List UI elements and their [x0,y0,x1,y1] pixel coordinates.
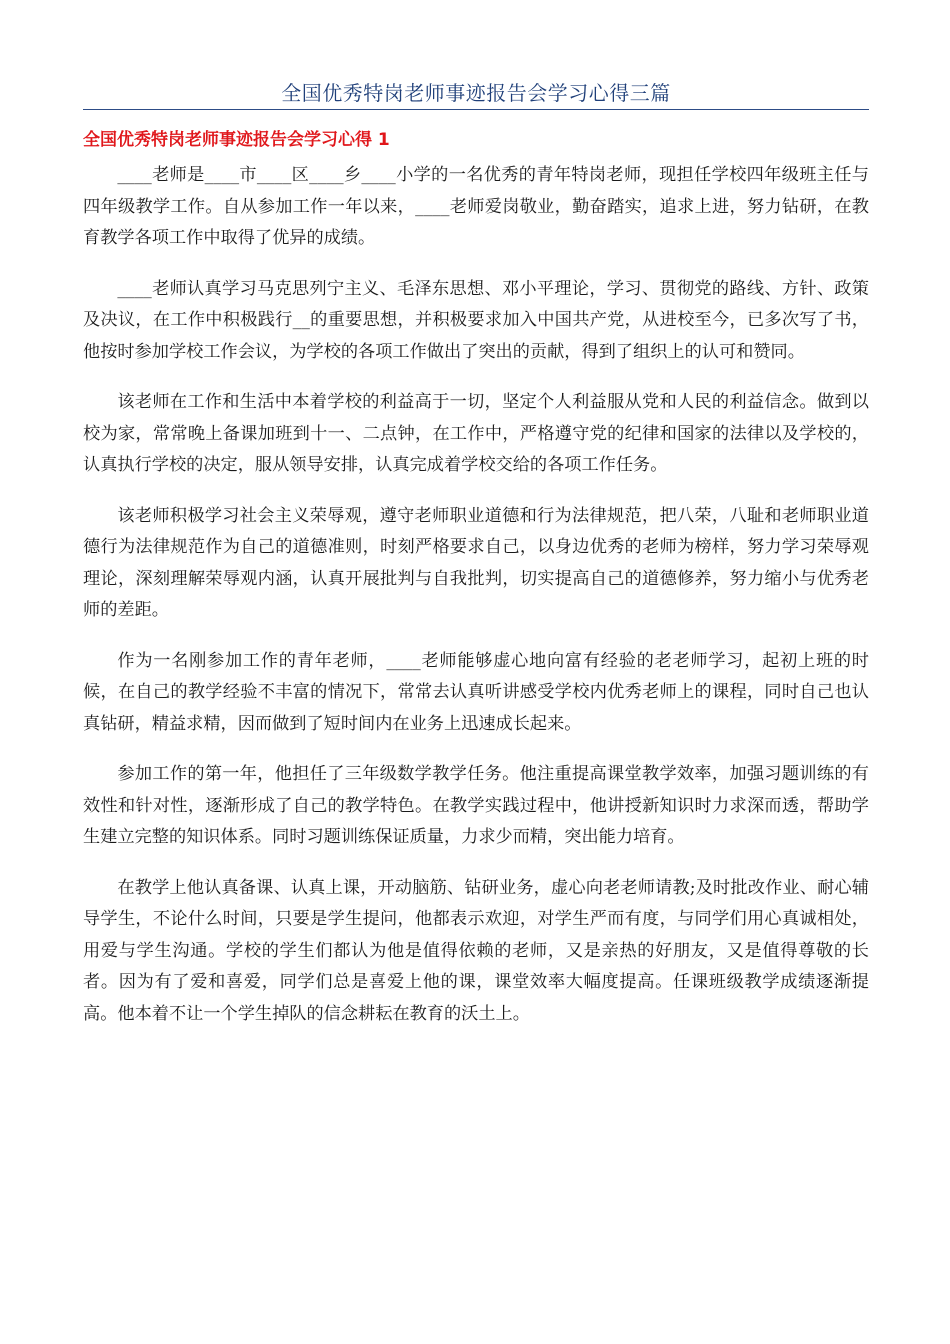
paragraph-3: 该老师在工作和生活中本着学校的利益高于一切，坚定个人利益服从党和人民的利益信念。做到以校为家，常常晚上备课加班到十一、二点钟，在工作中，严格遵守党的纪律和国家的法律以及学校的，认真执行学校的决定，服从领导安排，认真完成着学校交给的各项工作任务。 [83,392,869,475]
paragraph-4: 该老师积极学习社会主义荣辱观，遵守老师职业道德和行为法律规范，把八荣，八耻和老师职业道德行为法律规范作为自己的道德准则，时刻严格要求自己，以身边优秀的老师为榜样，努力学习荣辱观理论，深刻理解荣辱观内涵，认真开展批判与自我批判，切实提高自己的道德修养，努力缩小与优秀老师的差距。 [83,505,869,620]
document-page [83,78,869,1030]
paragraph-7: 在教学上他认真备课、认真上课，开动脑筋、钻研业务，虚心向老老师请教;及时批改作业、耐心辅导学生，不论什么时间，只要是学生提问，他都表示欢迎，对学生严而有度，与同学们用心真诚相处，用爱与学生沟通。学校的学生们都认为他是值得依赖的老师，又是亲热的好朋友，又是值得尊敬的长者。因为有了爱和喜爱，同学们总是喜爱上他的课，课堂效率大幅度提高。任课班级教学成绩逐渐提高。他本着不让一个学生掉队的信念耕耘在教育的沃土上。 [83,877,869,1024]
paragraph-6: 参加工作的第一年，他担任了三年级数学教学任务。他注重提高课堂教学效率，加强习题训练的有效性和针对性，逐渐形成了自己的教学特色。在教学实践过程中，他讲授新知识时力求深而透，帮助学生建立完整的知识体系。同时习题训练保证质量，力求少而精，突出能力培育。 [83,764,869,847]
header-divider [83,109,869,110]
paragraph-2: ____老师认真学习马克思列宁主义、毛泽东思想、邓小平理论，学习、贯彻党的路线、方针、政策及决议，在工作中积极践行__的重要思想，并积极要求加入中国共产党，从进校至今，已多次写了书，他按时参加学校工作会议，为学校的各项工作做出了突出的贡献，得到了组织上的认可和赞同。 [83,278,869,362]
document-header-title: 全国优秀特岗老师事迹报告会学习心得三篇 [281,81,671,105]
section-title: 全国优秀特岗老师事迹报告会学习心得 1 [83,130,390,150]
paragraph-5: 作为一名刚参加工作的青年老师，____老师能够虚心地向富有经验的老老师学习，起初上班的时候，在自己的教学经验不丰富的情况下，常常去认真听讲感受学校内优秀老师上的课程，同时自己也认真钻研，精益求精，因而做到了短时间内在业务上迅速成长起来。 [83,650,869,734]
paragraph-1: ____老师是____市____区____乡____小学的一名优秀的青年特岗老师，现担任学校四年级班主任与四年级教学工作。自从参加工作一年以来，____老师爱岗敬业，勤奋踏实，追求上进，努力钻研，在教育教学各项工作中取得了优异的成绩。 [83,165,869,248]
